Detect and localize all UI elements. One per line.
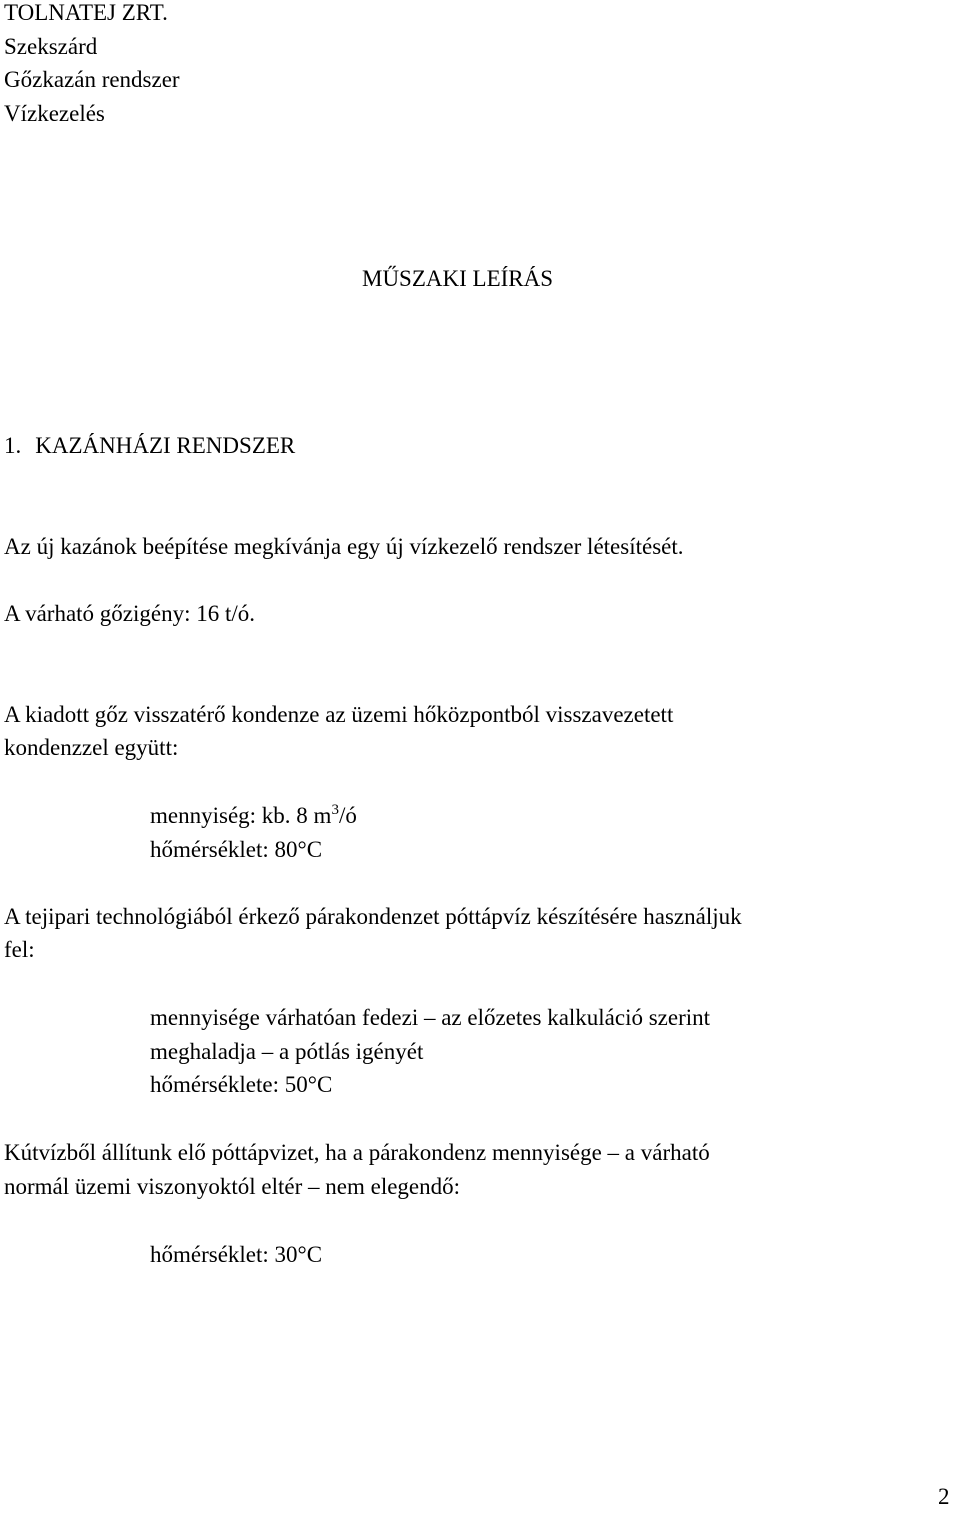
paragraph-3-line-2: kondenzzel együtt:	[4, 735, 179, 760]
well-water-temperature: hőmérséklet: 30°C	[150, 1242, 323, 1267]
quantity-unit: /ó	[338, 803, 357, 828]
city-name: Szekszárd	[4, 34, 98, 59]
company-name: TOLNATEJ ZRT.	[4, 0, 168, 25]
paragraph-4-line-2: fel:	[4, 937, 35, 962]
paragraph-5-line-2: normál üzemi viszonyoktól eltér – nem elegendő:	[4, 1174, 461, 1199]
vapor-condensate-quantity: mennyisége várhatóan fedezi – az előzetes kalkuláció szerint	[150, 1005, 711, 1030]
paragraph-3-line-1: A kiadott gőz visszatérő kondenze az üzemi hőközpontból visszavezetett	[4, 702, 674, 727]
page-number: 2	[938, 1484, 950, 1509]
section-heading	[4, 429, 295, 463]
quantity-text: mennyiség: kb. 8 m	[150, 803, 332, 828]
paragraph-1: Az új kazánok beépítése megkívánja egy új vízkezelő rendszer létesítését.	[4, 534, 684, 559]
paragraph-4-line-1: A tejipari technológiából érkező párakondenzet póttápvíz készítésére használjuk	[4, 904, 742, 929]
section-number: 1.	[4, 433, 22, 458]
subsystem-name: Vízkezelés	[4, 101, 105, 126]
document-title: MŰSZAKI LEÍRÁS	[362, 266, 554, 291]
cubic-superscript: 3	[331, 802, 339, 818]
paragraph-5-line-1: Kútvízből állítunk elő póttápvizet, ha a párakondenz mennyisége – a várható	[4, 1140, 710, 1165]
condensate-quantity	[150, 799, 357, 833]
system-name: Gőzkazán rendszer	[4, 67, 180, 92]
condensate-temperature: hőmérséklet: 80°C	[150, 837, 323, 862]
vapor-condensate-temperature: hőmérséklete: 50°C	[150, 1072, 333, 1097]
section-title: KAZÁNHÁZI RENDSZER	[35, 433, 296, 458]
vapor-condensate-quantity-cont: meghaladja – a pótlás igényét	[150, 1039, 424, 1064]
paragraph-2: A várható gőzigény: 16 t/ó.	[4, 601, 256, 626]
